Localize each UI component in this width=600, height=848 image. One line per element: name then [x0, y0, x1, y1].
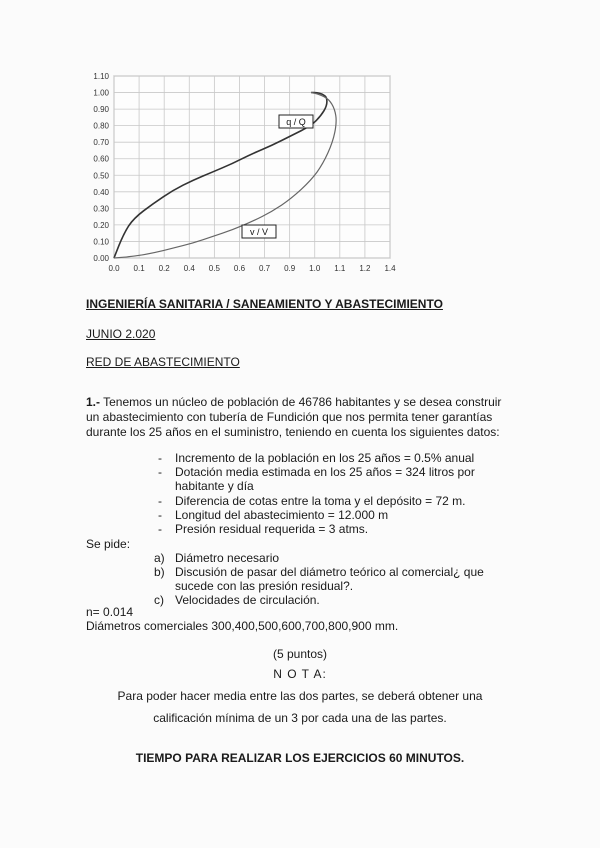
request-marker: a) — [154, 551, 165, 565]
y-tick-label: 0.00 — [93, 254, 109, 263]
course-heading: INGENIERÍA SANITARIA / SANEAMIENTO Y ABASTECIMIENTO — [86, 297, 443, 311]
annotation-q-over-Q: q / Q — [286, 117, 306, 127]
question-number: 1.- — [86, 395, 101, 409]
x-tick-label: 1.0 — [309, 264, 321, 273]
se-pide-label: Se pide: — [86, 537, 131, 551]
request-item: Velocidades de circulación. — [175, 593, 320, 607]
bullet-marker: - — [158, 508, 162, 522]
data-item: Longitud del abastecimiento = 12.000 m — [175, 508, 389, 522]
section-title: RED DE ABASTECIMIENTO — [86, 355, 240, 369]
data-item: Presión residual requerida = 3 atms. — [175, 522, 369, 536]
data-item: Dotación media estimada en los 25 años = 324 litros por — [175, 465, 475, 479]
y-tick-label: 1.10 — [93, 72, 109, 81]
y-tick-label: 0.70 — [93, 138, 109, 148]
exam-date: JUNIO 2.020 — [86, 327, 156, 341]
y-tick-label: 0.10 — [93, 237, 109, 247]
y-tick-label: 0.80 — [93, 121, 109, 131]
bullet-marker: - — [158, 522, 162, 536]
x-tick-label: 0.1 — [133, 264, 145, 273]
data-item: Diferencia de cotas entre la toma y el depósito = 72 m. — [175, 494, 466, 508]
x-tick-label: 1.2 — [359, 264, 371, 273]
bullet-marker: - — [158, 494, 162, 508]
question-1-line-1: 1.- Tenemos un núcleo de población de 46786 habitantes y se desea construir — [86, 395, 502, 409]
question-1-line-2: un abastecimiento con tubería de Fundición que nos permita tener garantías — [86, 410, 493, 424]
x-tick-label: 0.2 — [158, 264, 170, 273]
y-tick-label: 0.40 — [93, 187, 109, 197]
note-title: N O T A: — [273, 667, 327, 681]
x-tick-label: 1.1 — [334, 264, 346, 273]
x-tick-label: 0.6 — [233, 264, 246, 273]
data-item-continuation: habitante y día — [175, 479, 254, 493]
manning-coefficient: n= 0.014 — [86, 605, 134, 619]
bullet-marker: - — [158, 451, 162, 465]
y-tick-label: 0.90 — [93, 105, 109, 115]
x-tick-label: 0.9 — [284, 264, 296, 273]
y-tick-label: 0.50 — [93, 171, 109, 181]
note-line-1: Para poder hacer media entre las dos partes, se deberá obtener una — [117, 689, 483, 703]
request-marker: b) — [154, 565, 165, 579]
request-item: Diámetro necesario — [175, 551, 280, 565]
annotation-v-over-V: v / V — [249, 227, 269, 237]
request-marker: c) — [154, 593, 164, 607]
partial-flow-chart — [80, 62, 410, 282]
question-1-line-3: durante los 25 años en el suministro, teniendo en cuenta los siguientes datos: — [86, 425, 500, 439]
y-tick-label: 0.30 — [93, 204, 109, 214]
y-tick-label: 0.60 — [93, 154, 109, 164]
request-item-continuation: sucede con las presión residual?. — [175, 579, 354, 593]
x-tick-label: 0.7 — [258, 264, 271, 273]
note-line-2: calificación mínima de un 3 por cada una de las partes. — [153, 711, 447, 725]
x-tick-label: 0.4 — [183, 264, 195, 273]
y-tick-label: 0.20 — [93, 220, 109, 230]
x-tick-label: 1.4 — [384, 264, 396, 273]
commercial-diameters: Diámetros comerciales 300,400,500,600,700,800,900 mm. — [86, 619, 399, 633]
request-item: Discusión de pasar del diámetro teórico al comercial¿ que — [175, 565, 484, 579]
x-tick-label: 0.5 — [208, 264, 220, 273]
points-label: (5 puntos) — [272, 647, 328, 661]
x-tick-label: 0.0 — [108, 264, 120, 273]
y-tick-label: 1.00 — [93, 88, 109, 98]
bullet-marker: - — [158, 465, 162, 479]
data-item: Incremento de la población en los 25 años = 0.5% anual — [175, 451, 475, 465]
time-limit: TIEMPO PARA REALIZAR LOS EJERCICIOS 60 MINUTOS. — [135, 751, 465, 765]
